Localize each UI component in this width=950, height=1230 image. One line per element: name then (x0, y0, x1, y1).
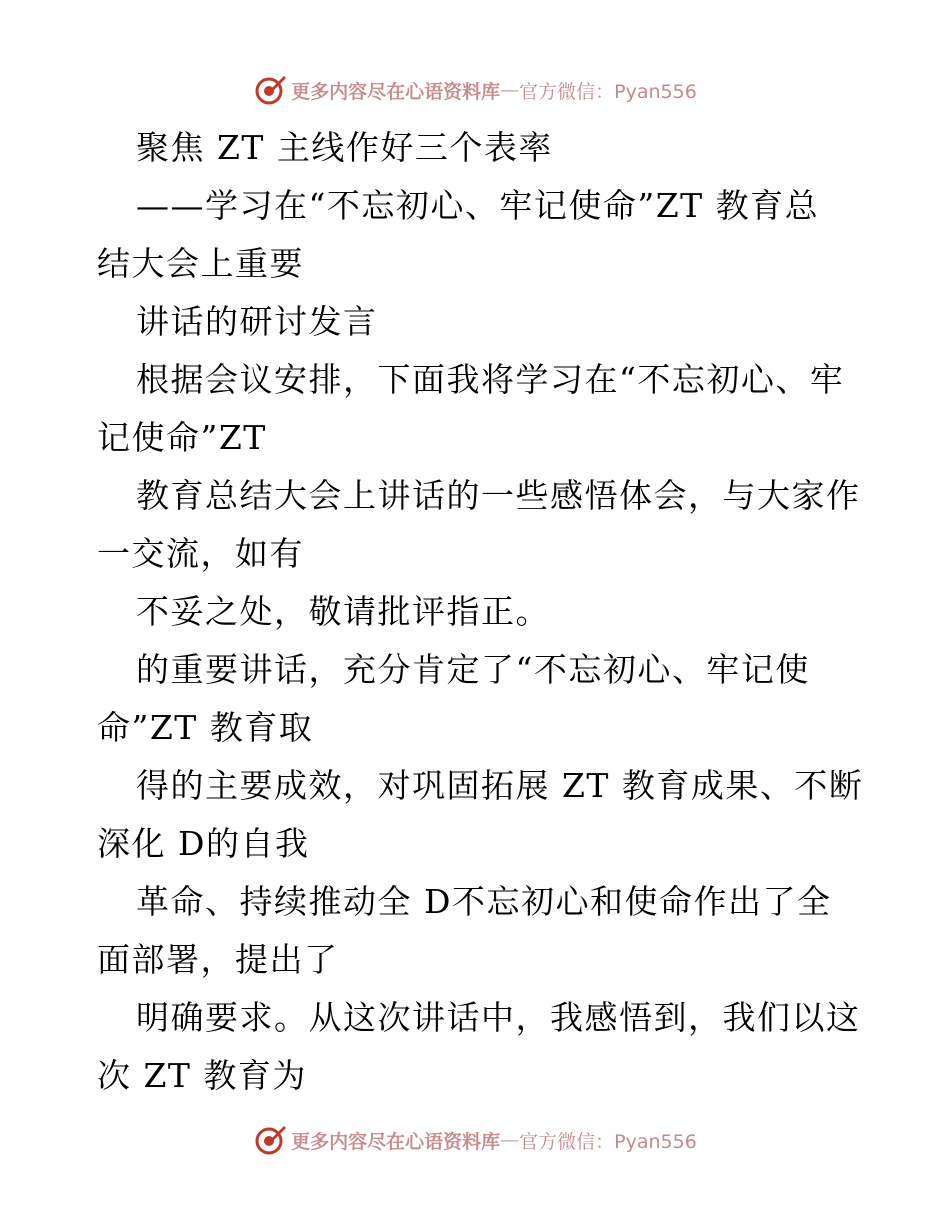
banner-wechat-text: 官方微信：Pyan556 (519, 1130, 697, 1153)
doc-paragraph-line: 次 ZT 教育为 (97, 1056, 307, 1095)
doc-subtitle-line: ——学习在“不忘初心、牢记使命”ZT 教育总 (136, 186, 820, 225)
doc-paragraph-line: 明确要求。从这次讲话中，我感悟到，我们以这 (136, 998, 861, 1037)
doc-paragraph-line: 命”ZT 教育取 (97, 708, 314, 747)
doc-paragraph-line: 深化 D的自我 (97, 824, 310, 863)
doc-paragraph-line: 面部署，提出了 (97, 940, 339, 979)
pen-circle-logo-icon (253, 73, 287, 107)
doc-paragraph-line: 记使命”ZT (97, 418, 267, 457)
banner-dash: — (500, 79, 520, 101)
pen-circle-logo-icon (253, 1123, 287, 1157)
doc-paragraph-line: 一交流，如有 (97, 534, 304, 573)
doc-paragraph-line: 根据会议安排，下面我将学习在“不忘初心、牢 (136, 360, 845, 399)
header-banner (0, 70, 950, 110)
banner-dash: — (500, 1129, 520, 1151)
doc-paragraph-line: 的重要讲话，充分肯定了“不忘初心、牢记使 (136, 650, 810, 689)
footer-banner (0, 1120, 950, 1160)
doc-paragraph-line: 教育总结大会上讲话的一些感悟体会，与大家作 (136, 476, 861, 515)
doc-paragraph-line: 得的主要成效，对巩固拓展 ZT 教育成果、不断 (136, 766, 864, 805)
doc-paragraph-line: 革命、持续推动全 D不忘初心和使命作出了全 (136, 882, 832, 921)
doc-title: 聚焦 ZT 主线作好三个表率 (136, 128, 553, 167)
doc-paragraph-line: 不妥之处，敬请批评指正。 (136, 592, 550, 631)
banner-wechat-text: 官方微信：Pyan556 (519, 80, 697, 103)
banner-library-text: 更多内容尽在心语资料库 (291, 1130, 501, 1153)
banner-library-text: 更多内容尽在心语资料库 (291, 80, 501, 103)
doc-subtitle-line: 结大会上重要 (97, 244, 304, 283)
doc-subtitle-line: 讲话的研讨发言 (136, 302, 378, 341)
